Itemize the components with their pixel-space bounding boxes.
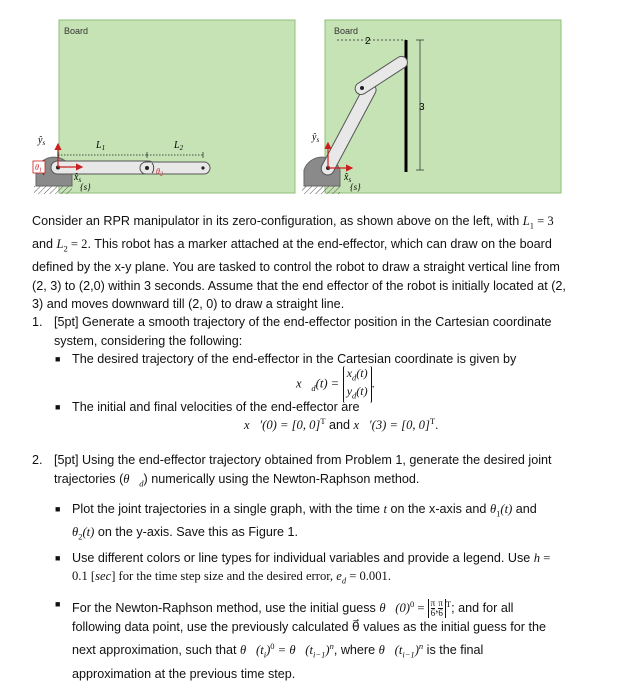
right-board-label: Board [334, 26, 359, 36]
question-2-bullet-3: ■ For the Newton-Raphson method, use the initial guess $\theta⃗(0)^0$ = $\frac{\pi}{6}$ , $\frac{\pi}{6}$ $^T$; and for all following data point, use the previously calculated θ⃗ values as the initial guess for the next approximation, such that $\theta⃗(t_i)^0$ = $\theta⃗(t_{i-1})^n$, where $\theta⃗(t_{i-1})^n$ is the final approximation at the previous time step. [55, 598, 546, 681]
equation-velocities: x⃗′(0) = [0, 0]$^T$ and x⃗′(3) = [0, 0]$^T$. [244, 416, 439, 433]
intro-line-5: 3) and moves downward till (2, 0) to draw a straight line. [32, 297, 345, 312]
right-joint-2 [360, 86, 364, 90]
question-1-number: 1. [32, 315, 43, 329]
left-link-2 [140, 162, 210, 174]
left-theta2-label: θ2 [156, 167, 163, 178]
right-dim-2-label: 2 [365, 36, 371, 47]
left-ys-label: $ŷ_s$ [38, 135, 46, 147]
question-2-bullets [32, 500, 612, 683]
left-joint-2 [145, 166, 149, 170]
left-end-effector [201, 166, 204, 169]
right-dim-3-label: 3 [419, 102, 425, 113]
left-L1-label: $L_1$ [96, 140, 106, 152]
right-frame-label: {s} [350, 182, 361, 192]
right-ys-label: $ŷ_s$ [312, 132, 320, 144]
question-2-bullet-1: ■ Plot the joint trajectories in a single graph, with the time t on the x-axis and $\theta_1(t)$ and $\theta_2(t)$ on the y-axis. Save this as Figure 1. [55, 502, 537, 542]
left-configuration [33, 20, 295, 194]
intro-paragraph [32, 212, 612, 314]
intro-line-2: and $L_2 = 2$. This robot has a marker attached at the end-effector, which can draw on the board [32, 237, 552, 254]
left-base-hatch [34, 186, 72, 194]
question-2-bullet-2: ■ Use different colors or line types for individual variables and provide a legend. Use h = 0.1 [sec] for the time step size and the desired error, $e_d = 0.001$. [55, 550, 551, 586]
right-configuration [302, 20, 561, 194]
right-base-hatch [302, 186, 340, 194]
left-L2-label: $L_2$ [174, 140, 184, 152]
intro-line-1: Consider an RPR manipulator in its zero-configuration, as shown above on the left, with $L_1 = 3$ [32, 214, 554, 231]
question-2-number: 2. [32, 453, 43, 467]
left-board-label: Board [64, 26, 89, 36]
question-1-heading: [5pt] Generate a smooth trajectory of the end-effector position in the Cartesian coordinate system, considering the following: [54, 315, 552, 348]
question-2 [32, 451, 612, 493]
question-1-bullet-2: ■ The initial and final velocities of the end-effector are [55, 400, 360, 414]
robot-figure [0, 0, 637, 205]
question-1 [32, 313, 612, 369]
intro-line-3: defined by the x-y plane. You are tasked to control the robot to draw a straight vertical line from [32, 260, 560, 275]
left-xs-label: $x̂_s$ [74, 172, 82, 184]
left-frame-label: {s} [80, 182, 91, 192]
intro-line-4: (2, 3) to (2,0) within 3 seconds. Assume that the end effector of the robot is initially located at (2, [32, 278, 566, 293]
right-xs-label: $x̂_s$ [344, 172, 352, 184]
question-1-bullet-2-block [32, 398, 612, 417]
question-1-bullet-1: ■ The desired trajectory of the end-effector in the Cartesian coordinate is given by [55, 352, 517, 367]
question-2-heading: [5pt] Using the end-effector trajectory obtained from Problem 1, generate the desired joint trajectories $(\theta⃗_d)$ numerically using the Newton-Raphson method. [54, 453, 552, 489]
equation-xd: $x⃗_d(t)$ = $x_d(t)$ $y_d(t)$ . [296, 366, 375, 401]
left-theta1-label: θ1 [35, 163, 42, 174]
